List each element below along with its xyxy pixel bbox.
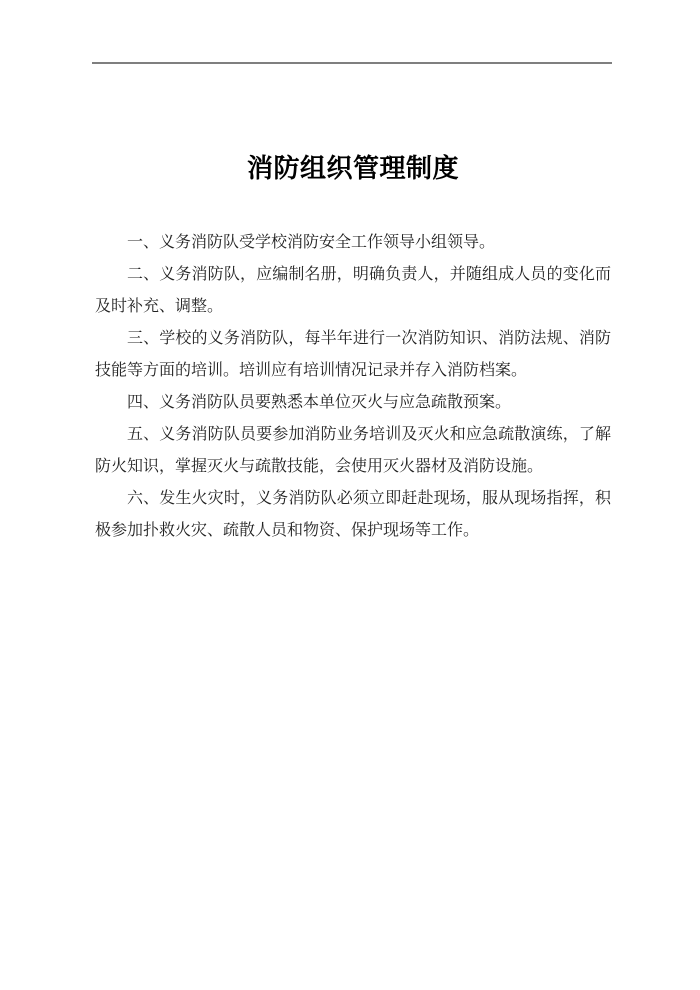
paragraph-3: 三、学校的义务消防队，每半年进行一次消防知识、消防法规、消防技能等方面的培训。培训应有培训情况记录并存入消防档案。 xyxy=(95,330,611,379)
paragraph-6: 六、发生火灾时，义务消防队必须立即赶赴现场，服从现场指挥，积极参加扑救火灾、疏散人员和物资、保护现场等工作。 xyxy=(95,490,611,539)
paragraph-1: 一、义务消防队受学校消防安全工作领导小组领导。 xyxy=(127,234,496,251)
paragraph-4: 四、义务消防队员要熟悉本单位灭火与应急疏散预案。 xyxy=(127,394,512,411)
paragraph-5: 五、义务消防队员要参加消防业务培训及灭火和应急疏散演练，了解防火知识，掌握灭火与疏散技能，会使用灭火器材及消防设施。 xyxy=(95,426,611,475)
document-body xyxy=(95,227,611,547)
document-title: 消防组织管理制度 xyxy=(246,153,459,183)
paragraph-2: 二、义务消防队，应编制名册，明确负责人，并随组成人员的变化而及时补充、调整。 xyxy=(95,266,611,315)
header-rule xyxy=(92,62,612,64)
